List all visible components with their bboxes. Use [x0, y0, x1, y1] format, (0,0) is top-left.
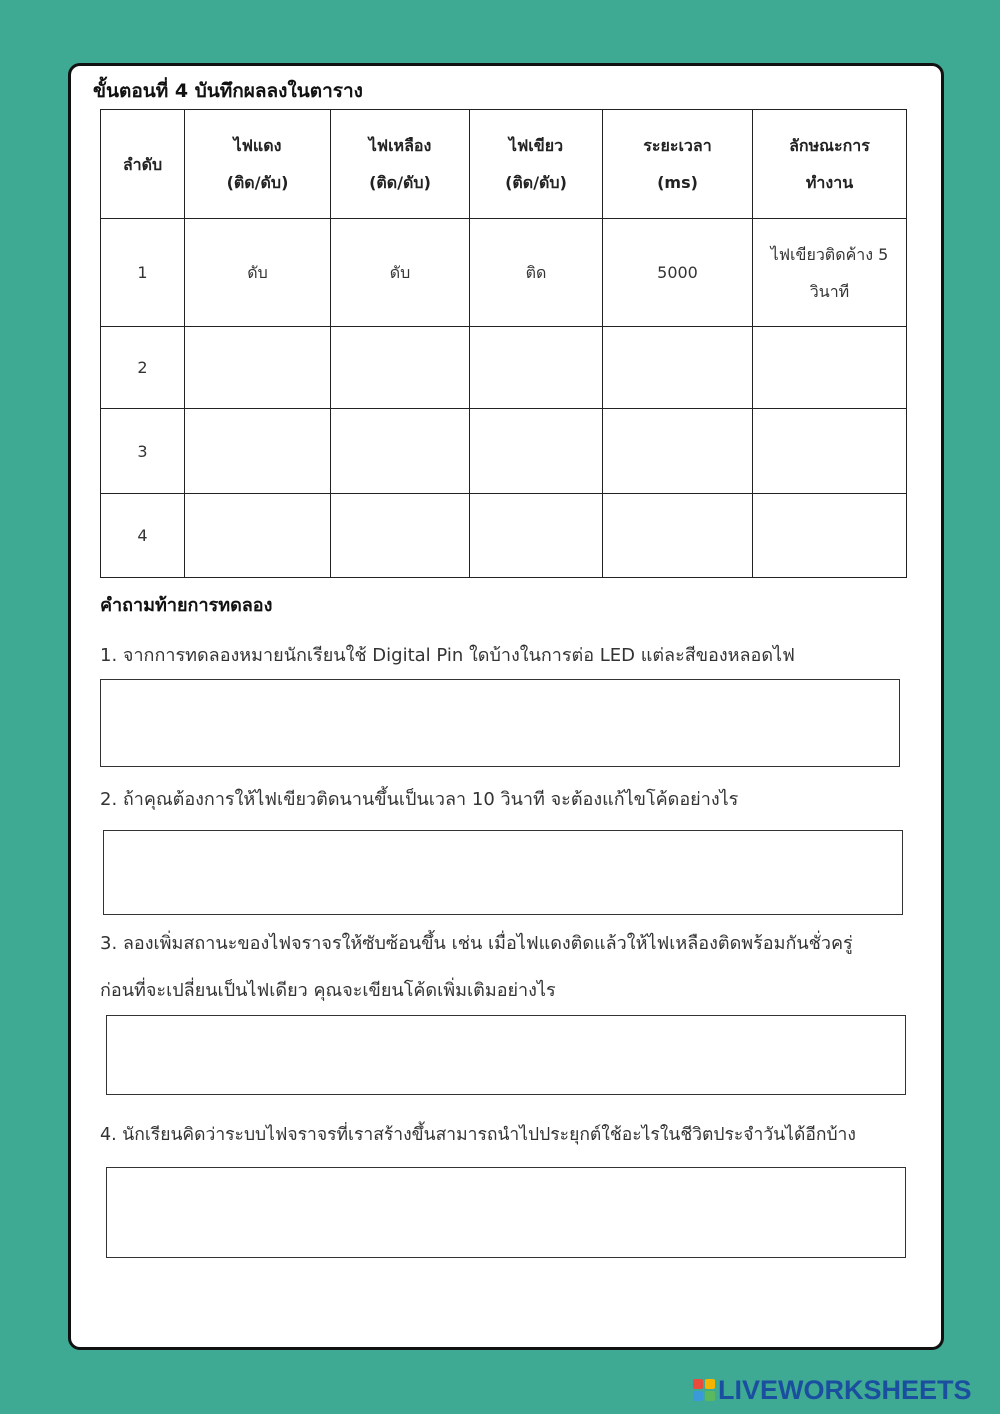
cell-green[interactable] — [470, 494, 603, 578]
cell-order: 1 — [101, 219, 185, 327]
table-row — [101, 219, 907, 327]
question-4-text: 4. นักเรียนคิดว่าระบบไฟจราจรที่เราสร้างขึ้นสามารถนำไปประยุกต์ใช้อะไรในชีวิตประจำวันได้อีกบ้าง — [100, 1125, 856, 1145]
questions-heading: คำถามท้ายการทดลอง — [100, 595, 273, 616]
table-header-row — [101, 110, 907, 219]
cell-yellow[interactable]: ดับ — [331, 219, 470, 327]
answer-2-field[interactable] — [103, 830, 903, 915]
header-green-light: ไฟเขียว (ติด/ดับ) — [470, 110, 603, 219]
table-row — [101, 409, 907, 494]
answer-3-field[interactable] — [106, 1015, 906, 1095]
header-yellow-light: ไฟเหลือง (ติด/ดับ) — [331, 110, 470, 219]
cell-red[interactable]: ดับ — [185, 219, 331, 327]
cell-red[interactable] — [185, 409, 331, 494]
table-row — [101, 327, 907, 409]
header-behavior: ลักษณะการ ทำงาน — [753, 110, 907, 219]
question-3-text-line2: ก่อนที่จะเปลี่ยนเป็นไฟเดียว คุณจะเขียนโค้ดเพิ่มเติมอย่างไร — [100, 980, 556, 1001]
cell-duration[interactable] — [603, 409, 753, 494]
step-title: ขั้นตอนที่ 4 บันทึกผลลงในตาราง — [93, 80, 363, 102]
results-table — [100, 109, 907, 578]
cell-red[interactable] — [185, 327, 331, 409]
question-3-text-line1: 3. ลองเพิ่มสถานะของไฟจราจรให้ซับซ้อนขึ้น เช่น เมื่อไฟแดงติดแล้วให้ไฟเหลืองติดพร้อมกันชั่วครู่ — [100, 933, 853, 954]
liveworksheets-logo-icon — [693, 1379, 715, 1401]
cell-behavior[interactable] — [753, 409, 907, 494]
cell-yellow[interactable] — [331, 494, 470, 578]
cell-order: 2 — [101, 327, 185, 409]
cell-green[interactable]: ติด — [470, 219, 603, 327]
logo-text: LIVEWORKSHEETS — [718, 1374, 972, 1405]
cell-red[interactable] — [185, 494, 331, 578]
cell-behavior[interactable] — [753, 327, 907, 409]
answer-1-field[interactable] — [100, 679, 900, 767]
header-red-light: ไฟแดง (ติด/ดับ) — [185, 110, 331, 219]
cell-order: 4 — [101, 494, 185, 578]
cell-behavior[interactable] — [753, 494, 907, 578]
cell-duration[interactable] — [603, 494, 753, 578]
cell-yellow[interactable] — [331, 409, 470, 494]
header-duration: ระยะเวลา (ms) — [603, 110, 753, 219]
question-1-text: 1. จากการทดลองหมายนักเรียนใช้ Digital Pin ใดบ้างในการต่อ LED แต่ละสีของหลอดไฟ — [100, 645, 795, 666]
cell-green[interactable] — [470, 327, 603, 409]
cell-yellow[interactable] — [331, 327, 470, 409]
header-order: ลำดับ — [101, 110, 185, 219]
cell-duration[interactable] — [603, 327, 753, 409]
question-2-text: 2. ถ้าคุณต้องการให้ไฟเขียวติดนานขึ้นเป็นเวลา 10 วินาที จะต้องแก้ไขโค้ดอย่างไร — [100, 789, 739, 810]
table-row — [101, 494, 907, 578]
cell-order: 3 — [101, 409, 185, 494]
liveworksheets-logo — [693, 1374, 993, 1406]
cell-duration[interactable]: 5000 — [603, 219, 753, 327]
cell-behavior[interactable]: ไฟเขียวติดค้าง 5 วินาที — [753, 219, 907, 327]
answer-4-field[interactable] — [106, 1167, 906, 1258]
cell-green[interactable] — [470, 409, 603, 494]
